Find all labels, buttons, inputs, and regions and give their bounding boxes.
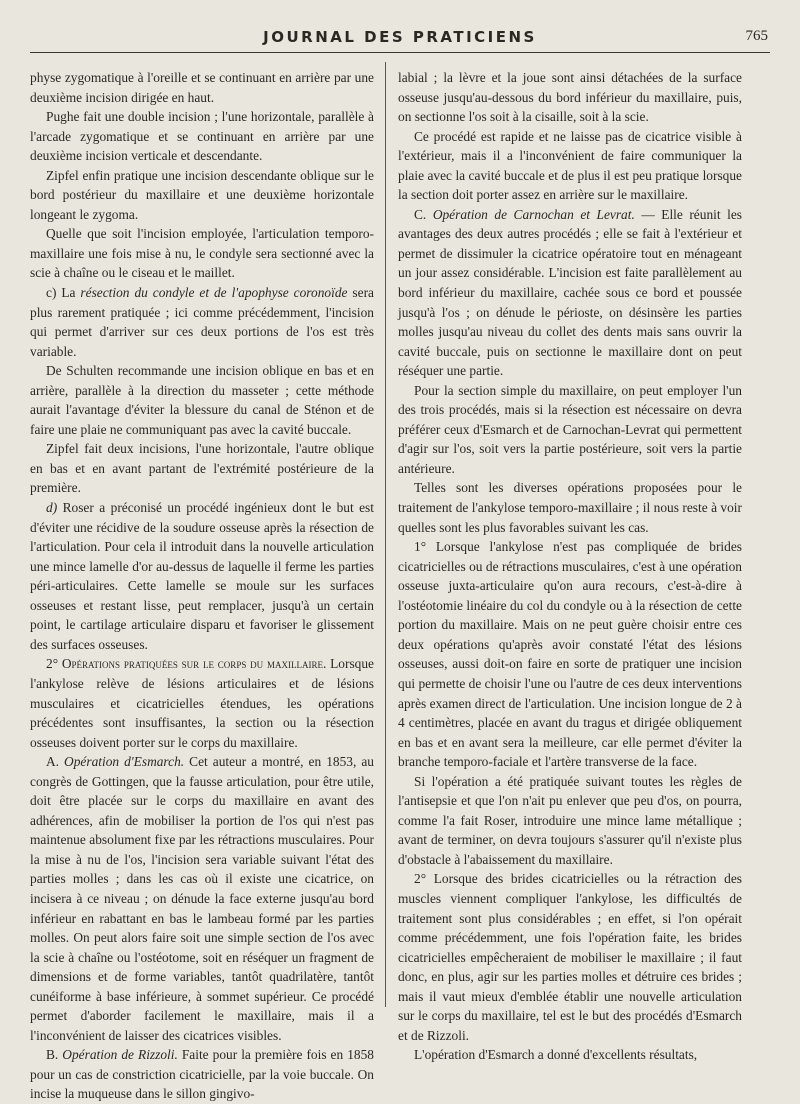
paragraph bbox=[398, 205, 742, 381]
paragraph: Quelle que soit l'incision employée, l'articulation temporo-maxillaire une fois mise à nu, le condyle sera sectionné avec la scie à chaîne ou le ciseau et le maillet. bbox=[30, 226, 374, 281]
paragraph: physe zygomatique à l'oreille et se continuant en arrière par une deuxième incision dirigée en haut. bbox=[30, 70, 374, 105]
paragraph-text: Roser a préconisé un procédé ingénieux dont le but est d'éviter une récidive de la soudure osseuse après la résection de l'articulation. Pour cela il introduit dans la nouvelle articulation une mince lamelle d'or au-dessus de laquelle il ferme les parties péri-articulaires. Cette lamelle se moule sur les surfaces osseuses et restant lisse, peut remplacer, jusqu'à un certain point, le cartilage articulaire disparu et favoriser le glissement des surfaces osseuses. bbox=[30, 500, 374, 652]
paragraph: Pour la section simple du maxillaire, on peut employer l'un des trois procédés, mais si la résection est nécessaire on devra préférer ceux d'Esmarch et de Carnochan-Levrat qui permettent d'agir sur l'os, soit vers la partie postérieure, soit vers la partie antérieure. bbox=[398, 382, 742, 476]
paragraph: Ce procédé est rapide et ne laisse pas de cicatrice visible à l'extérieur, mais il a l'inconvénient de faire communiquer la plaie avec la cavité buccale et de plus il est peu pratique lorsque la section doit porter assez en arrière sur le maxillaire. bbox=[398, 128, 742, 203]
paragraph bbox=[30, 283, 374, 361]
paragraph: 1° Lorsque l'ankylose n'est pas compliquée de brides cicatricielles ou de rétractions musculaires, c'est à une opération osseuse juxta-articulaire qu'on aura recours, c'est-à-dire à l'ostéotomie linéaire du col du condyle ou à la résection de cette portion du maxillaire. Mais on ne peut guère choisir entre ces deux opérations qu'après avoir constaté l'état des lésions osseuses, aussi doit-on faire en sorte de pratiquer une incision qui permette de choisir l'une ou l'autre de ces deux interventions après examen direct de l'articulation. Une incision longue de 2 à 4 centimètres, placée en avant du tragus et dirigée obliquement en bas et en avant sera la meilleure, car elle permet d'éviter la branche temporo-faciale et l'artère transverse de la face. bbox=[398, 539, 742, 770]
paragraph bbox=[30, 498, 374, 654]
paragraph: Si l'opération a été pratiquée suivant toutes les règles de l'antisepsie et que l'on n'ait pu enlever que peu d'os, on pourra, comme l'a fait Roser, introduire une mince lame métallique ; avant de terminer, on devra toujours s'assurer qu'il n'existe plus d'obstacle à l'abaissement du maxillaire. bbox=[398, 773, 742, 867]
paragraph bbox=[30, 752, 374, 1045]
paragraph: De Schulten recommande une incision oblique en bas et en arrière, parallèle à la direction du masseter ; cette méthode aurait l'avantage d'éviter la blessure du canal de Sténon et de faire une plaie ne communiquant pas avec la cavité buccale. bbox=[30, 363, 374, 437]
paragraph: Telles sont les diverses opérations proposées pour le traitement de l'ankylose temporo-maxillaire ; il nous reste à voir quelles sont les plus favorables suivant les cas. bbox=[398, 480, 742, 535]
paragraph: Zipfel enfin pratique une incision descendante oblique sur le bord postérieur du maxillaire et une deuxième horizontale longeant le zygoma. bbox=[30, 167, 374, 222]
page-header bbox=[30, 28, 770, 53]
paragraph: labial ; la lèvre et la joue sont ainsi détachées de la surface osseuse jusqu'au-dessous du bord inférieur du maxillaire, puis, on sectionne l'os soit à la cisaille, soit à la scie. bbox=[398, 70, 742, 125]
left-column bbox=[30, 68, 374, 1104]
item-marker: A. bbox=[46, 754, 65, 770]
paragraph: Zipfel fait deux incisions, l'une horizontale, l'autre oblique en bas et en avant partant de l'extrémité postérieure de la première. bbox=[30, 441, 374, 496]
paragraph-text: Lorsque l'ankylose relève de lésions articulaires et de lésions musculaires et cicatricielles étendues, les opérations précédentes sont insuffisantes, la section ou la résection osseuses doivent porter sur le corps du maxillaire. bbox=[30, 656, 374, 750]
subsection-title: Opération de Carnochan et Levrat. bbox=[432, 206, 635, 222]
paragraph bbox=[30, 1045, 374, 1104]
subsection-title: Opération de Rizzoli. bbox=[62, 1047, 178, 1063]
column-divider bbox=[385, 62, 386, 1007]
item-marker: B. bbox=[46, 1047, 63, 1063]
item-marker: c) La bbox=[46, 285, 81, 301]
paragraph-text: Faite pour la première fois en 1858 pour un cas de constriction cicatricielle, par la voie buccale. On incise la muqueuse dans le sillon gingivo- bbox=[30, 1047, 374, 1102]
paragraph-text: sera plus rarement pratiquée ; ici comme précédemment, l'incision qui permet d'arriver sur ces deux portions de l'os est très variable. bbox=[30, 285, 374, 359]
subsection-title: Opération d'Esmarch. bbox=[64, 754, 185, 770]
section-heading: Opérations pratiquées sur le corps du maxillaire. bbox=[61, 656, 327, 672]
emphasis: résection du condyle et de l'apophyse coronoïde bbox=[80, 285, 348, 301]
paragraph: 2° Lorsque des brides cicatricielles ou la rétraction des muscles viennent compliquer l'ankylose, les difficultés de traitement sont plus considérables ; en effet, si l'on opérait comme précédemment, une fois l'opération faite, les brides cicatricielles empêcheraient de mobiliser le maxillaire ; il faut donc, en plus, agir sur les parties molles et détruire ces brides ; mais il vaut mieux d'emblée établir une nouvelle articulation sur le corps du maxillaire, tel est le but des procédés d'Esmarch et de Rizzoli. bbox=[398, 871, 742, 1043]
paragraph: Pughe fait une double incision ; l'une horizontale, parallèle à l'arcade zygomatique et se continuant en arrière par une deuxième incision verticale et descendante. bbox=[30, 109, 374, 164]
right-column bbox=[398, 68, 742, 1065]
section-paragraph bbox=[30, 654, 374, 752]
paragraph: L'opération d'Esmarch a donné d'excellents résultats, bbox=[414, 1047, 698, 1063]
page-number: 765 bbox=[745, 28, 768, 44]
paragraph-text: Cet auteur a montré, en 1853, au congrès de Gottingen, que la fausse articulation, pour être utile, doit être placée sur le corps du maxillaire en avant des adhérences, afin de mobiliser la portion de l'os qui n'est pas maintenue absolument fixe par les rétractions musculaires. Pour la mise à nu de l'os, l'incision sera variable suivant l'état des parties molles ; dans les cas où il existe une cicatrice, on incisera à ce niveau ; on dénude la face externe jusqu'au bord inférieur en rabattant en bas le lambeau formé par les parties molles. On peut alors faire soit une simple section de l'os avec la scie à chaîne ou l'ostéotome, soit en réséquer un fragment de dimensions et de forme variables, tantôt quadrilatère, tantôt cunéiforme à base inférieure, à sommet supérieur. Ce procédé permet d'aborder facilement le maxillaire, mais il a l'inconvénient de laisser des cicatrices visibles. bbox=[30, 754, 374, 1043]
item-marker: d) bbox=[46, 500, 58, 516]
paragraph-text: — Elle réunit les avantages des deux autres procédés ; elle se fait à l'extérieur et permet de dissimuler la cicatrice opératoire tout en ménageant un jour assez considérable. L'incision est faite parallèlement au bord inférieur du maxillaire, cachée sous ce bord et poussée jusqu'à l'os ; on dénude le périoste, on désinsère les parties molles jusqu'au niveau du collet des dents mais sans ouvrir la cavité buccale, puis on sectionne le maxillaire dont on peut réséquer une partie. bbox=[398, 206, 742, 379]
running-title: JOURNAL DES PRATICIENS bbox=[263, 28, 537, 46]
item-marker: C. bbox=[414, 206, 433, 222]
section-number: 2° bbox=[46, 656, 62, 672]
